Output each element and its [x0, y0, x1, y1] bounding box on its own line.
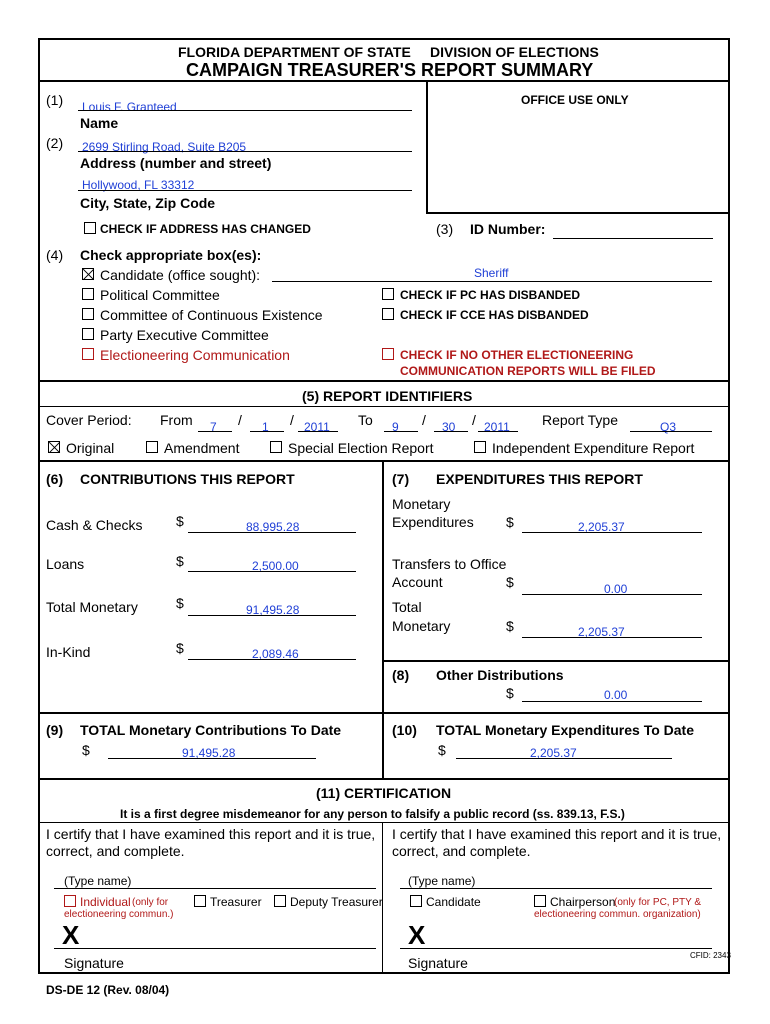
- total-label: Total: [392, 599, 422, 615]
- cash-label: Cash & Checks: [46, 517, 143, 533]
- monetary-expenditures-value[interactable]: 2,205.37: [578, 520, 625, 534]
- divider: [38, 460, 730, 462]
- dollar-sign: $: [506, 618, 514, 634]
- certify-text-right-2: correct, and complete.: [392, 843, 531, 859]
- dollar-sign: $: [176, 513, 184, 529]
- dollar-sign: $: [176, 640, 184, 656]
- political-committee-label: Political Committee: [100, 287, 220, 303]
- form-number: DS-DE 12 (Rev. 08/04): [46, 983, 170, 997]
- from-label: From: [160, 412, 193, 428]
- dollar-sign: $: [506, 514, 514, 530]
- independent-expenditure-checkbox[interactable]: [474, 441, 486, 453]
- total-monetary-label: Total Monetary: [46, 599, 138, 615]
- loans-label: Loans: [46, 556, 85, 572]
- cce-label: Committee of Continuous Existence: [100, 307, 323, 323]
- deputy-treasurer-checkbox[interactable]: [274, 895, 286, 907]
- underline: [188, 615, 356, 616]
- report-identifiers-title: (5) REPORT IDENTIFIERS: [302, 388, 473, 404]
- address-changed-checkbox[interactable]: [84, 222, 96, 234]
- office-use-label: OFFICE USE ONLY: [521, 93, 629, 107]
- certify-text-right: I certify that I have examined this report and it is true,: [392, 826, 722, 842]
- address-value[interactable]: 2699 Stirling Road, Suite B205: [82, 140, 247, 154]
- deputy-treasurer-label: Deputy Treasurer: [290, 895, 383, 909]
- transfers-value[interactable]: 0.00: [604, 582, 628, 596]
- monetary-total-label: Monetary: [392, 618, 451, 634]
- chairperson-label: Chairperson: [550, 895, 616, 909]
- city-label: City, State, Zip Code: [80, 195, 216, 211]
- chairperson-note: (only for PC, PTY &: [614, 897, 702, 908]
- name-value[interactable]: Louis F. Granteed: [82, 100, 177, 114]
- underline: [54, 888, 376, 889]
- certification-title: (11) CERTIFICATION: [316, 785, 452, 801]
- signature-line-right[interactable]: [400, 948, 712, 949]
- dept-heading: FLORIDA DEPARTMENT OF STATE: [178, 44, 411, 60]
- underline: [250, 431, 284, 432]
- individual-label: Individual: [80, 895, 131, 909]
- special-election-checkbox[interactable]: [270, 441, 282, 453]
- individual-note: (only for: [132, 897, 169, 908]
- to-month[interactable]: 9: [392, 420, 399, 434]
- divider: [38, 406, 730, 407]
- section-number: (2): [46, 135, 64, 151]
- no-other-reports-label-2: COMMUNICATION REPORTS WILL BE FILED: [400, 364, 656, 378]
- section-number: (10): [392, 722, 417, 738]
- underline: [188, 571, 356, 572]
- id-underline: [553, 238, 713, 239]
- misdemeanor-warning: It is a first degree misdemeanor for any person to falsify a public record (ss. 839.13, F.S.): [120, 807, 625, 821]
- original-checkbox[interactable]: [48, 441, 60, 453]
- individual-note-2: electioneering commun.): [64, 909, 174, 920]
- signature-label: Signature: [64, 955, 124, 971]
- inkind-label: In-Kind: [46, 644, 91, 660]
- dollar-sign: $: [506, 574, 514, 590]
- underline: [188, 659, 356, 660]
- special-election-label: Special Election Report: [288, 440, 434, 456]
- candidate-checkbox[interactable]: [82, 268, 94, 280]
- section-number: (7): [392, 471, 410, 487]
- underline: [298, 431, 338, 432]
- underline: [188, 532, 356, 533]
- pc-disbanded-label: CHECK IF PC HAS DISBANDED: [400, 288, 581, 302]
- underline: [522, 532, 702, 533]
- dollar-sign: $: [438, 742, 446, 758]
- party-committee-checkbox[interactable]: [82, 328, 94, 340]
- office-sought-value[interactable]: Sheriff: [474, 266, 509, 280]
- slash: /: [422, 412, 426, 428]
- underline: [456, 758, 672, 759]
- cce-checkbox[interactable]: [82, 308, 94, 320]
- divider: [38, 80, 730, 82]
- political-committee-checkbox[interactable]: [82, 288, 94, 300]
- amendment-checkbox[interactable]: [146, 441, 158, 453]
- independent-expenditure-label: Independent Expenditure Report: [492, 440, 695, 456]
- divider: [38, 712, 730, 714]
- divider: [38, 822, 730, 823]
- address-changed-label: CHECK IF ADDRESS HAS CHANGED: [100, 222, 311, 236]
- pc-disbanded-checkbox[interactable]: [382, 288, 394, 300]
- from-month[interactable]: 7: [210, 420, 217, 434]
- other-distributions-title: Other Distributions: [436, 667, 564, 683]
- signature-line[interactable]: [54, 948, 376, 949]
- underline: [384, 431, 418, 432]
- underline: [108, 758, 316, 759]
- underline: [522, 701, 702, 702]
- cce-disbanded-checkbox[interactable]: [382, 308, 394, 320]
- underline: [400, 888, 712, 889]
- original-label: Original: [66, 440, 115, 456]
- certify-text-2: correct, and complete.: [46, 843, 185, 859]
- signature-label-right: Signature: [408, 955, 468, 971]
- signature-x-mark-right: X: [408, 920, 426, 950]
- expenditures-title: EXPENDITURES THIS REPORT: [436, 471, 643, 487]
- to-day[interactable]: 30: [442, 420, 456, 434]
- section-number: (3): [436, 221, 454, 237]
- check-boxes-title: Check appropriate box(es):: [80, 247, 262, 263]
- id-number-label: ID Number:: [470, 221, 546, 237]
- name-label: Name: [80, 115, 119, 131]
- candidate-signer-checkbox[interactable]: [410, 895, 422, 907]
- certify-text: I certify that I have examined this report and it is true,: [46, 826, 376, 842]
- underline: [198, 431, 232, 432]
- cover-period-label: Cover Period:: [46, 412, 132, 428]
- divider: [426, 80, 428, 214]
- dollar-sign: $: [176, 595, 184, 611]
- chairperson-note-2: electioneering commun. organization): [534, 909, 701, 920]
- candidate-label: Candidate (office sought):: [100, 267, 261, 283]
- divider: [38, 778, 730, 780]
- slash: /: [238, 412, 242, 428]
- total-contributions-value[interactable]: 91,495.28: [182, 746, 236, 760]
- individual-checkbox[interactable]: [64, 895, 76, 907]
- name-underline: [78, 110, 412, 111]
- cce-disbanded-label: CHECK IF CCE HAS DISBANDED: [400, 308, 589, 322]
- report-type-value[interactable]: Q3: [660, 420, 677, 434]
- dollar-sign: $: [82, 742, 90, 758]
- office-underline: [272, 281, 712, 282]
- contributions-title: CONTRIBUTIONS THIS REPORT: [80, 471, 295, 487]
- other-distributions-value[interactable]: 0.00: [604, 688, 628, 702]
- dollar-sign: $: [176, 553, 184, 569]
- form-title: CAMPAIGN TREASURER'S REPORT SUMMARY: [186, 60, 594, 80]
- underline: [522, 637, 702, 638]
- total-expenditures-value[interactable]: 2,205.37: [578, 625, 625, 639]
- section-number: (1): [46, 92, 64, 108]
- cfid-label: CFID: 2343: [690, 951, 731, 960]
- monetary-label: Monetary: [392, 496, 451, 512]
- electioneering-checkbox[interactable]: [82, 348, 94, 360]
- city-value[interactable]: Hollywood, FL 33312: [82, 178, 195, 192]
- underline: [630, 431, 712, 432]
- underline: [522, 594, 702, 595]
- total-contributions-title: TOTAL Monetary Contributions To Date: [80, 722, 342, 738]
- divider: [382, 660, 730, 662]
- from-year[interactable]: 2011: [304, 420, 330, 434]
- electioneering-label: Electioneering Communication: [100, 347, 290, 363]
- section-number: (9): [46, 722, 64, 738]
- chairperson-checkbox[interactable]: [534, 895, 546, 907]
- treasurer-label: Treasurer: [210, 895, 262, 909]
- type-name-label-right: (Type name): [408, 874, 476, 888]
- underline: [434, 431, 468, 432]
- report-type-label: Report Type: [542, 412, 619, 428]
- cash-value[interactable]: 88,995.28: [246, 520, 300, 534]
- amendment-label: Amendment: [164, 440, 240, 456]
- divider: [382, 460, 384, 780]
- address-label: Address (number and street): [80, 155, 272, 171]
- inkind-value[interactable]: 2,089.46: [252, 647, 299, 661]
- section-number: (8): [392, 667, 410, 683]
- treasurer-checkbox[interactable]: [194, 895, 206, 907]
- divider: [426, 212, 730, 214]
- divider: [38, 380, 730, 382]
- section-number: (4): [46, 247, 64, 263]
- from-day[interactable]: 1: [262, 420, 269, 434]
- slash: /: [472, 412, 476, 428]
- loans-value[interactable]: 2,500.00: [252, 559, 299, 573]
- no-other-reports-label: CHECK IF NO OTHER ELECTIONEERING: [400, 348, 634, 362]
- to-year[interactable]: 2011: [484, 420, 510, 434]
- signature-x-mark: X: [62, 920, 80, 950]
- total-expenditures-title: TOTAL Monetary Expenditures To Date: [436, 722, 695, 738]
- type-name-label: (Type name): [64, 874, 132, 888]
- account-label: Account: [392, 574, 443, 590]
- total-monetary-value[interactable]: 91,495.28: [246, 603, 300, 617]
- party-committee-label: Party Executive Committee: [100, 327, 269, 343]
- dollar-sign: $: [506, 685, 514, 701]
- transfers-label: Transfers to Office: [392, 556, 507, 572]
- underline: [478, 431, 518, 432]
- division-heading: DIVISION OF ELECTIONS: [430, 44, 599, 60]
- to-label: To: [358, 412, 373, 428]
- total-expenditures-to-date-value[interactable]: 2,205.37: [530, 746, 577, 760]
- no-other-reports-checkbox[interactable]: [382, 348, 394, 360]
- section-number: (6): [46, 471, 64, 487]
- slash: /: [290, 412, 294, 428]
- expenditures-label: Expenditures: [392, 514, 474, 530]
- address-underline: [78, 151, 412, 152]
- candidate-signer-label: Candidate: [426, 895, 481, 909]
- city-underline: [78, 190, 412, 191]
